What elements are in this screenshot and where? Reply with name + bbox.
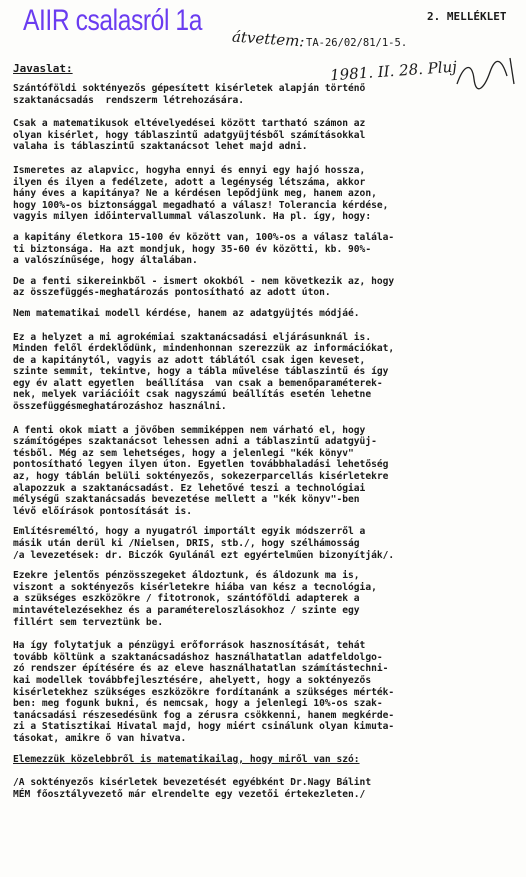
text-line: tésből. Még az sem lehetséges, hogy a jelenlegi "kék könyv" xyxy=(13,447,354,459)
paragraph xyxy=(13,526,521,561)
reference-number: TA-26/02/81/1-5. xyxy=(306,37,408,49)
text-line: zó rendszer építésére és az eleve használhatatlan számítástechni- xyxy=(13,663,389,675)
paragraph xyxy=(13,570,521,628)
text-line: hogy 100%-os biztonsággal megadható a válasz! Tolerancia kérdése, xyxy=(13,199,389,211)
text-line: valaha is táblaszintű szaktanácsot lehet majd adni. xyxy=(13,141,308,153)
text-line: /a levezetések: dr. Biczók Gyulánál ezt egyértelműen bizonyítják/. xyxy=(13,549,395,561)
text-line: MÉM főosztályvezető már elrendelte egy vezetői értekezleten./ xyxy=(13,788,366,800)
paragraph xyxy=(13,83,521,106)
text-line: Ezekre jelentős pénzösszegeket áldoztunk, és áldozunk ma is, xyxy=(13,570,360,582)
text-line: ben: meg fogunk bukni, és nemcsak, hogy a jelenlegi 10%-os szak- xyxy=(13,698,383,710)
text-line: Csak a matematikusok eltévelyedései között tartható számon az xyxy=(13,118,366,130)
paragraph xyxy=(13,308,521,320)
text-line: ilyen és ilyen a fedélzete, adott a legénység létszáma, akkor xyxy=(13,176,366,188)
text-line: tanácsadási részesedésünk fog a zérusra csökkenni, hanem megkérde- xyxy=(13,709,395,721)
paragraph xyxy=(13,332,521,413)
text-line: másik után derül ki /Nielsen, DRIS, stb./, hogy szélhámosság xyxy=(13,538,360,549)
text-line: kisérletekhez szükséges eszközökre fordítanánk a szükséges mérték- xyxy=(13,686,395,698)
text-line: de a kapitánytól, vagyis az adott táblától csak igen keveset, xyxy=(13,354,366,366)
text-line: /A soktényezős kisérletek bevezetését egyébként Dr.Nagy Bálint xyxy=(13,777,372,789)
paragraph xyxy=(13,276,521,299)
paragraph xyxy=(13,232,521,267)
overlay-title: AIIR csalasról 1a xyxy=(23,4,202,37)
text-line: mintavételezésekhez és a paramétereloszlásokhoz / szinte egy xyxy=(13,604,360,616)
text-line: Elemezzük közelebbről is matematikailag, hogy miről van szó: xyxy=(13,753,360,765)
text-line: az összefüggés-meghatározás pontosítható az adott úton. xyxy=(13,287,331,299)
text-line: szaktanácsadás rendszerm létrehozására. xyxy=(13,94,245,106)
text-line: szinte semmit, tekintve, hogy a tábla művelése táblaszintű és így xyxy=(13,366,389,378)
text-line: egy év alatt egyetlen beállítása van csak a bemenőparaméterek- xyxy=(13,377,383,389)
text-line: lévő előírások pontosítását is. xyxy=(13,505,193,517)
paragraph xyxy=(13,165,521,223)
paragraph xyxy=(13,640,521,744)
paragraph xyxy=(13,425,521,518)
text-line: mélységű szaktanácsadás bevezetése mellett a "kék könyv"-ben xyxy=(13,494,360,506)
text-line: nek, melyek variációit csak nagyszámú beállítás esetén lehetne xyxy=(13,389,372,401)
text-line: tásokat, amikre ő van hivatva. xyxy=(13,732,187,744)
text-line: Ismeretes az alapvicc, hogyha ennyi és ennyi egy hajó hossza, xyxy=(13,164,366,176)
text-line: Ez a helyzet a mi agrokémiai szaktanácsadási eljárásunknál is. xyxy=(13,331,372,343)
text-line: összefüggésmeghatározáshoz használni. xyxy=(13,401,227,413)
text-line: számítógépes szaktanácsot lehessen adni a táblaszintű adatgyüj- xyxy=(13,436,377,448)
text-line: az, hogy táblán belüli soktényezős, sokezerparcellás kisérletekre xyxy=(13,471,389,483)
text-line: A fenti okok miatt a jövőben semmiképpen nem várható el, hogy xyxy=(13,424,366,436)
handwritten-note: átvettem: xyxy=(231,27,306,51)
text-line: viszont a soktényezős kisérletekre hiába van kész a tecnológia, xyxy=(13,581,377,593)
text-line: a valószínűsége, hogy általában. xyxy=(13,255,198,267)
paragraph xyxy=(13,754,521,766)
annex-label: 2. MELLÉKLET xyxy=(427,10,507,23)
text-line: kai modellek továbbfejlesztésére, ahelyett, hogy a soktényezős xyxy=(13,674,372,686)
paragraph xyxy=(13,118,521,153)
text-line: fillért sem terveztünk be. xyxy=(13,616,164,628)
document-heading: Javaslat: xyxy=(13,62,73,75)
text-line: pontosítható legyen ilyen úton. Egyetlen továbbhaladási lehetőség xyxy=(13,459,389,471)
document-body xyxy=(13,83,521,800)
text-line: a kapitány életkora 15-100 év között van, 100%-os a válasz talála- xyxy=(13,231,395,243)
text-line: vagyis milyen időintervallummal válaszolunk. Ha pl. így, hogy: xyxy=(13,211,372,223)
text-line: Minden felől érdeklődünk, mindenhonnan szerezzük az információkat, xyxy=(13,343,395,355)
text-line: zi a Statisztikai Hivatal majd, hogy miért csinálunk olyan kimuta- xyxy=(13,721,395,733)
handwritten-date: 1981. II. 28. Pluj xyxy=(329,57,458,85)
text-line: olyan kisérlet, hogy táblaszintű adatgyüjtésből számításokkal xyxy=(13,129,366,141)
text-line: alapozzuk a szaktanácsadást. Ez lehetővé teszi a technológiai xyxy=(13,482,366,494)
text-line: hány éves a kapitánya? Ne a kérdésen lepődjünk meg, hanem azon, xyxy=(13,188,377,200)
text-line: tovább költünk a szaktanácsadáshoz használhatatlan adatfeldolgo- xyxy=(13,651,383,663)
paragraph xyxy=(13,777,521,800)
text-line: Említésreméltó, hogy a nyugatról importált egyik módszerről a xyxy=(13,526,366,538)
text-line: De a fenti sikereinkből - ismert okokból - nem következik az, hogy xyxy=(13,275,395,287)
text-line: Szántóföldi soktényezős gépesített kisérletek alapján történő xyxy=(13,83,366,94)
text-line: ti biztonsága. Ha azt mondjuk, hogy 35-60 év közötti, kb. 90%- xyxy=(13,243,372,255)
text-line: Nem matematikai modell kérdése, hanem az adatgyüjtés módjáé. xyxy=(13,307,360,319)
text-line: Ha így folytatjuk a pénzügyi erőforrások hasznosítását, tehát xyxy=(13,640,366,652)
text-line: a szükséges eszközökre / fitotronok, szántóföldi adapterek a xyxy=(13,593,360,605)
